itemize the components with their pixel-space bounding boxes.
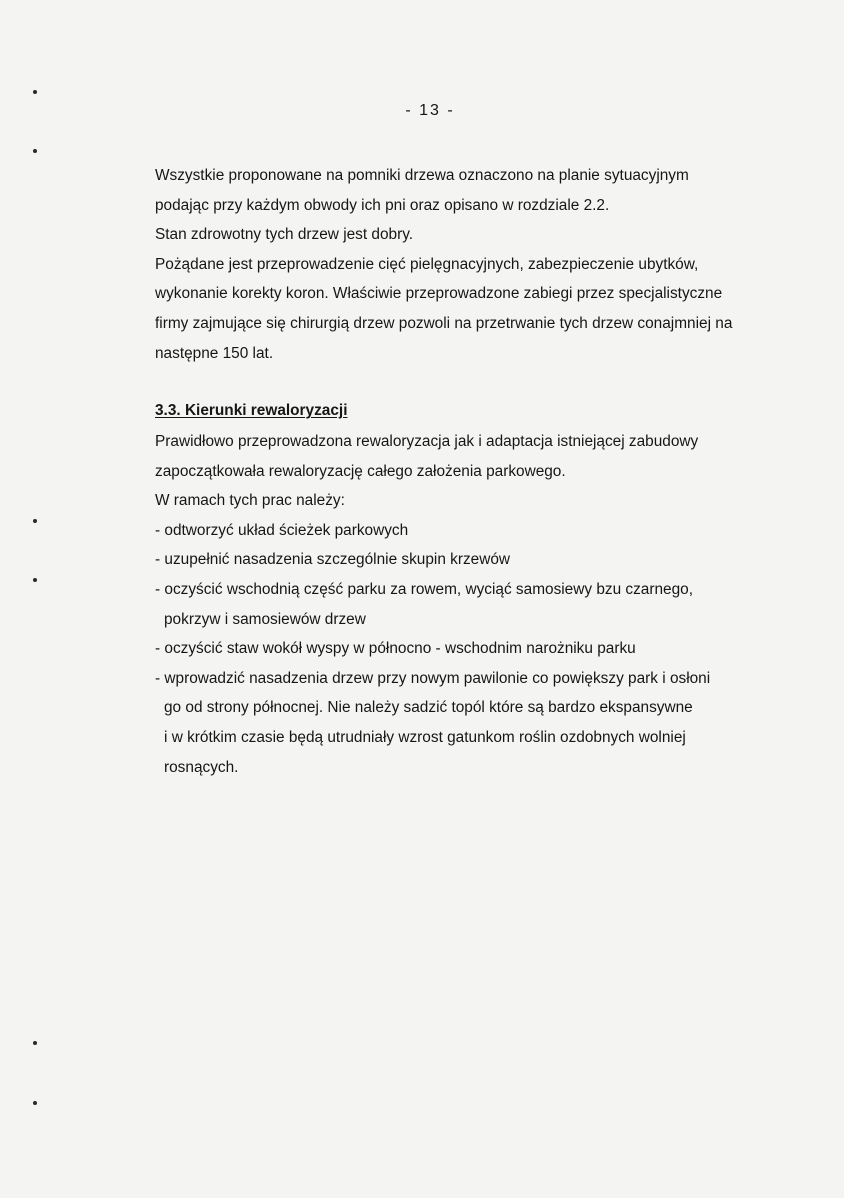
list-item: - wprowadzić nasadzenia drzew przy nowym pawilonie co powiększy park i osłoni [155,669,711,687]
text-line: Wszystkie proponowane na pomniki drzewa oznaczono na planie sytuacyjnym [155,167,689,184]
section-heading [155,399,347,423]
scan-mark [33,149,37,153]
section-heading-text: 3.3. Kierunki rewaloryzacji [155,402,348,419]
scan-mark [33,519,37,523]
list-item-continuation: rosnących. [164,758,239,776]
text-line: zapoczątkowała rewaloryzację całego założenia parkowego. [155,462,566,480]
scan-mark [33,1101,37,1105]
list-item: - oczyścić staw wokół wyspy w północno - wschodnim narożniku parku [155,640,636,658]
paragraph-tree-monuments [155,161,732,368]
scan-mark [33,1041,37,1045]
list-item-continuation: go od strony północnej. Nie należy sadzić topól które są bardzo ekspansywne [164,699,693,717]
paragraph-revalorization [155,427,710,782]
list-item-continuation: pokrzyw i samosiewów drzew [164,610,366,628]
text-line: firmy zajmujące się chirurgią drzew pozwoli na przetrwanie tych drzew conajmniej na [155,314,733,332]
text-line: wykonanie korekty koron. Właściwie przeprowadzone zabiegi przez specjalistyczne [155,285,723,303]
text-line: podając przy każdym obwody ich pni oraz opisano w rozdziale 2.2. [155,196,610,214]
scan-mark [33,578,37,582]
scan-mark [33,90,37,94]
text-line: Prawidłowo przeprowadzona rewaloryzacja jak i adaptacja istniejącej zabudowy [155,433,699,450]
text-line: następne 150 lat. [155,344,274,362]
list-item: - uzupełnić nasadzenia szczególnie skupin krzewów [155,551,511,569]
list-item-continuation: i w krótkim czasie będą utrudniały wzrost gatunkom roślin ozdobnych wolniej [164,728,686,746]
page-number: - 13 - [405,102,455,119]
list-item: - odtworzyć układ ścieżek parkowych [155,521,409,539]
text-line: Stan zdrowotny tych drzew jest dobry. [155,226,414,244]
text-line: W ramach tych prac należy: [155,492,345,510]
text-line: Pożądane jest przeprowadzenie cięć pielęgnacyjnych, zabezpieczenie ubytków, [155,255,699,273]
list-item: - oczyścić wschodnią część parku za rowem, wyciąć samosiewy bzu czarnego, [155,580,694,598]
